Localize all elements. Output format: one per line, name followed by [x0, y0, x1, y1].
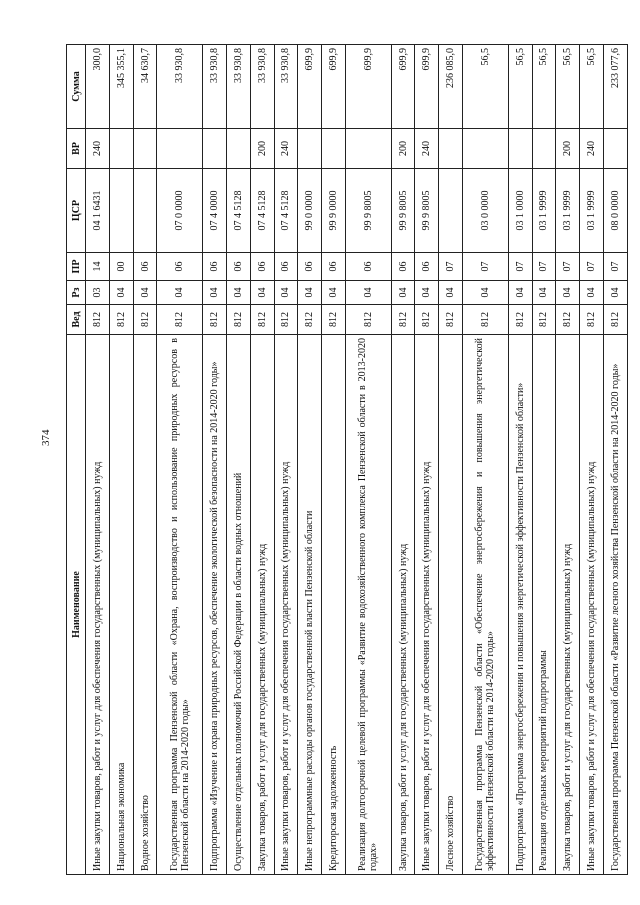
cell-pr: 06 — [250, 253, 274, 281]
cell-vr — [463, 129, 509, 169]
cell-ved: 812 — [250, 305, 274, 335]
cell-pr: 07 — [508, 253, 532, 281]
table-row — [157, 45, 203, 875]
rotated-table-container — [66, 45, 628, 875]
table-row — [463, 45, 509, 875]
cell-ved: 812 — [439, 305, 463, 335]
cell-rz: 04 — [556, 281, 580, 305]
cell-ved: 812 — [532, 305, 556, 335]
cell-name: Закупка товаров, работ и услуг для государственных (муниципальных) нужд — [250, 335, 274, 875]
cell-csr: 07 4 5128 — [250, 169, 274, 253]
cell-vr: 200 — [250, 129, 274, 169]
cell-pr: 00 — [109, 253, 133, 281]
cell-rz: 04 — [298, 281, 322, 305]
cell-name: Осуществление отдельных полномочий Российской Федерации в области водных отношений — [226, 335, 250, 875]
cell-pr: 07 — [463, 253, 509, 281]
cell-vr — [298, 129, 322, 169]
cell-pr: 06 — [226, 253, 250, 281]
cell-vr — [603, 129, 627, 169]
cell-vr — [203, 129, 227, 169]
cell-csr: 07 4 5128 — [226, 169, 250, 253]
cell-rz: 04 — [439, 281, 463, 305]
cell-sum: 56,5 — [508, 45, 532, 129]
cell-csr — [109, 169, 133, 253]
table-row — [508, 45, 532, 875]
cell-rz: 04 — [109, 281, 133, 305]
cell-name: Государственная программа Пензенской области «Обеспечение энергосбережения и повышения энергетической эффективности Пензенской области на 2014-2020 годы» — [463, 335, 509, 875]
cell-pr: 06 — [157, 253, 203, 281]
cell-name: Государственная программа Пензенской области «Охрана, воспроизводство и использование природных ресурсов в Пензенской области на 2014-2020 годы» — [157, 335, 203, 875]
cell-ved: 812 — [463, 305, 509, 335]
cell-sum: 33 930,8 — [226, 45, 250, 129]
table-body — [86, 45, 628, 875]
cell-sum: 33 930,8 — [274, 45, 298, 129]
cell-sum: 699,9 — [298, 45, 322, 129]
cell-rz: 04 — [415, 281, 439, 305]
cell-pr: 06 — [322, 253, 346, 281]
cell-rz: 04 — [580, 281, 604, 305]
cell-sum: 300,0 — [86, 45, 110, 129]
cell-rz: 04 — [508, 281, 532, 305]
cell-ved: 812 — [109, 305, 133, 335]
cell-rz: 04 — [157, 281, 203, 305]
cell-sum: 33 930,8 — [203, 45, 227, 129]
cell-name: Водное хозяйство — [133, 335, 157, 875]
cell-csr: 07 0 0000 — [157, 169, 203, 253]
cell-vr: 200 — [556, 129, 580, 169]
cell-csr: 03 1 9999 — [532, 169, 556, 253]
header-ved: Вед — [67, 305, 86, 335]
table-row — [298, 45, 322, 875]
table-row — [250, 45, 274, 875]
cell-vr — [133, 129, 157, 169]
cell-vr — [322, 129, 346, 169]
cell-pr: 06 — [415, 253, 439, 281]
cell-name: Лесное хозяйство — [439, 335, 463, 875]
cell-ved: 812 — [415, 305, 439, 335]
cell-name: Подпрограмма «Изучение и охрана природных ресурсов, обеспечение экологической безопасности на 2014-2020 годы» — [203, 335, 227, 875]
cell-ved: 812 — [603, 305, 627, 335]
cell-pr: 07 — [603, 253, 627, 281]
cell-pr: 06 — [133, 253, 157, 281]
cell-pr: 07 — [532, 253, 556, 281]
cell-name: Иные закупки товаров, работ и услуг для обеспечения государственных (муниципальных) нужд — [86, 335, 110, 875]
cell-ved: 812 — [345, 305, 391, 335]
header-rz: Рз — [67, 281, 86, 305]
cell-vr — [226, 129, 250, 169]
table-row — [133, 45, 157, 875]
cell-name: Иные непрограммные расходы органов государственной власти Пензенской области — [298, 335, 322, 875]
cell-ved: 812 — [86, 305, 110, 335]
cell-name: Иные закупки товаров, работ и услуг для обеспечения государственных (муниципальных) нужд — [580, 335, 604, 875]
cell-sum: 699,9 — [345, 45, 391, 129]
cell-csr — [439, 169, 463, 253]
page-number: 374 — [40, 429, 52, 446]
cell-vr: 240 — [86, 129, 110, 169]
cell-ved: 812 — [226, 305, 250, 335]
cell-sum: 345 355,1 — [109, 45, 133, 129]
cell-sum: 699,9 — [391, 45, 415, 129]
cell-csr — [133, 169, 157, 253]
cell-name: Реализация отдельных мероприятий подпрограммы — [532, 335, 556, 875]
cell-ved: 812 — [391, 305, 415, 335]
cell-pr: 07 — [580, 253, 604, 281]
cell-pr: 06 — [345, 253, 391, 281]
cell-csr: 99 9 8005 — [345, 169, 391, 253]
cell-vr: 200 — [391, 129, 415, 169]
cell-vr — [345, 129, 391, 169]
table-row — [203, 45, 227, 875]
cell-rz: 04 — [250, 281, 274, 305]
header-sum: Сумма — [67, 45, 86, 129]
cell-sum: 34 630,7 — [133, 45, 157, 129]
cell-sum: 56,5 — [463, 45, 509, 129]
cell-name: Государственная программа Пензенской области «Развитие лесного хозяйства Пензенской области на 2014-2020 годы» — [603, 335, 627, 875]
cell-rz: 04 — [345, 281, 391, 305]
cell-csr: 99 9 8005 — [391, 169, 415, 253]
cell-ved: 812 — [322, 305, 346, 335]
cell-sum: 33 930,8 — [250, 45, 274, 129]
cell-vr — [508, 129, 532, 169]
cell-pr: 07 — [439, 253, 463, 281]
cell-sum: 233 077,6 — [603, 45, 627, 129]
cell-ved: 812 — [157, 305, 203, 335]
cell-pr: 06 — [298, 253, 322, 281]
cell-csr: 99 9 0000 — [322, 169, 346, 253]
header-vr: ВР — [67, 129, 86, 169]
table-row — [532, 45, 556, 875]
header-name: Наименование — [67, 335, 86, 875]
table-row — [556, 45, 580, 875]
table-row — [391, 45, 415, 875]
cell-vr — [109, 129, 133, 169]
cell-rz: 04 — [603, 281, 627, 305]
cell-rz: 04 — [133, 281, 157, 305]
cell-csr: 99 9 8005 — [415, 169, 439, 253]
cell-ved: 812 — [580, 305, 604, 335]
cell-rz: 04 — [322, 281, 346, 305]
cell-csr: 03 1 9999 — [580, 169, 604, 253]
cell-rz: 04 — [532, 281, 556, 305]
cell-pr: 07 — [556, 253, 580, 281]
budget-table — [66, 44, 628, 875]
table-row — [415, 45, 439, 875]
cell-pr: 14 — [86, 253, 110, 281]
cell-sum: 236 085,0 — [439, 45, 463, 129]
cell-csr: 99 0 0000 — [298, 169, 322, 253]
cell-ved: 812 — [274, 305, 298, 335]
cell-sum: 33 930,8 — [157, 45, 203, 129]
header-csr: ЦСР — [67, 169, 86, 253]
cell-sum: 56,5 — [580, 45, 604, 129]
cell-name: Закупка товаров, работ и услуг для государственных (муниципальных) нужд — [391, 335, 415, 875]
cell-vr — [157, 129, 203, 169]
table-row — [345, 45, 391, 875]
table-row — [322, 45, 346, 875]
cell-rz: 04 — [391, 281, 415, 305]
cell-ved: 812 — [556, 305, 580, 335]
cell-sum: 56,5 — [532, 45, 556, 129]
table-row — [226, 45, 250, 875]
cell-ved: 812 — [133, 305, 157, 335]
header-pr: ПР — [67, 253, 86, 281]
cell-csr: 03 1 9999 — [556, 169, 580, 253]
cell-name: Подпрограмма «Программа энергосбережения и повышения энергетической эффективности Пензенской области» — [508, 335, 532, 875]
cell-csr: 08 0 0000 — [603, 169, 627, 253]
cell-rz: 03 — [86, 281, 110, 305]
cell-name: Реализация долгосрочной целевой программы «Развитие водохозяйственного комплекса Пензенской области в 2013-2020 годах» — [345, 335, 391, 875]
cell-vr: 240 — [274, 129, 298, 169]
table-header — [67, 45, 86, 875]
cell-ved: 812 — [508, 305, 532, 335]
table-row — [439, 45, 463, 875]
cell-vr — [439, 129, 463, 169]
cell-csr: 07 4 5128 — [274, 169, 298, 253]
cell-csr: 03 0 0000 — [463, 169, 509, 253]
cell-rz: 04 — [463, 281, 509, 305]
cell-sum: 699,9 — [322, 45, 346, 129]
cell-ved: 812 — [203, 305, 227, 335]
cell-sum: 56,5 — [556, 45, 580, 129]
cell-rz: 04 — [203, 281, 227, 305]
cell-pr: 06 — [274, 253, 298, 281]
header-row — [67, 45, 86, 875]
cell-vr: 240 — [415, 129, 439, 169]
cell-vr — [532, 129, 556, 169]
cell-vr: 240 — [580, 129, 604, 169]
cell-rz: 04 — [226, 281, 250, 305]
cell-csr: 04 1 6431 — [86, 169, 110, 253]
cell-name: Национальная экономика — [109, 335, 133, 875]
table-row — [86, 45, 110, 875]
cell-name: Закупка товаров, работ и услуг для государственных (муниципальных) нужд — [556, 335, 580, 875]
cell-ved: 812 — [298, 305, 322, 335]
cell-name: Иные закупки товаров, работ и услуг для обеспечения государственных (муниципальных) нужд — [274, 335, 298, 875]
table-row — [603, 45, 627, 875]
cell-pr: 06 — [391, 253, 415, 281]
cell-sum: 699,9 — [415, 45, 439, 129]
cell-pr: 06 — [203, 253, 227, 281]
cell-csr: 07 4 0000 — [203, 169, 227, 253]
cell-name: Иные закупки товаров, работ и услуг для обеспечения государственных (муниципальных) нужд — [415, 335, 439, 875]
cell-name: Кредиторская задолженность — [322, 335, 346, 875]
cell-csr: 03 1 0000 — [508, 169, 532, 253]
table-row — [274, 45, 298, 875]
table-row — [580, 45, 604, 875]
table-row — [109, 45, 133, 875]
cell-rz: 04 — [274, 281, 298, 305]
